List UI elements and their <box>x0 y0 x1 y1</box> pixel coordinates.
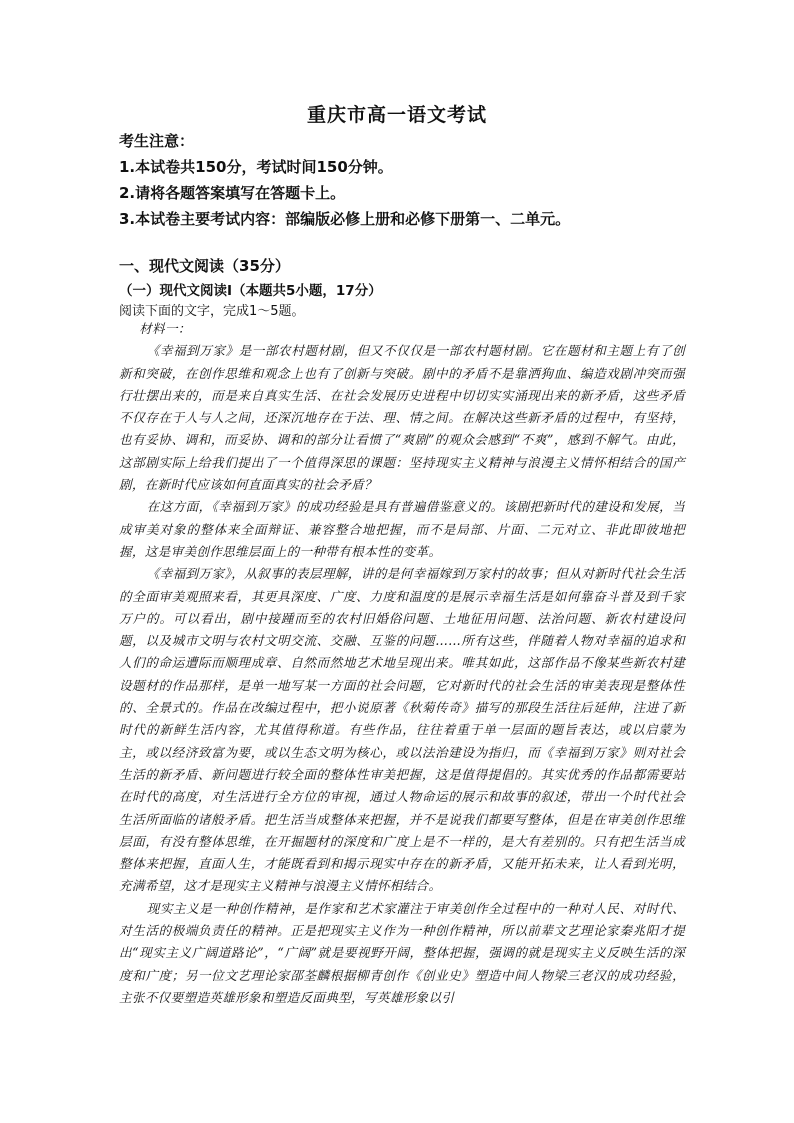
subsection-heading: （一）现代文阅读Ⅰ（本题共5小题，17分） <box>119 283 382 299</box>
reading-instruction: 阅读下面的文字，完成1～5题。 <box>119 304 305 319</box>
passage-paragraph: 《幸福到万家》是一部农村题材剧，但又不仅仅是一部农村题材剧。它在题材和主题上有了创新和突破，在创作思维和观念上也有了创新与突破。剧中的矛盾不是靠洒狗血、编造戏剧冲突而强行壮摆出来的，而是来自真实生活、在社会发展历史进程中切切实实涌现出来的新矛盾，这些矛盾不仅存在于人与人之间，还深沉地存在于法、理、情之间。在解决这些新矛盾的过程中，有坚持，也有妥协、调和，而妥协、调和的部分让看惯了“爽剧”的观众会感到“不爽”，感到不解气。由此，这部剧实际上给我们提出了一个值得深思的课题：坚持现实主义精神与浪漫主义情怀相结合的国产剧，在新时代应该如何直面真实的社会矛盾？ <box>119 343 685 493</box>
passage-paragraph: 《幸福到万家》，从叙事的表层理解，讲的是何幸福嫁到万家村的故事；但从对新时代社会生活的全面审美观照来看，其更具深度、广度、力度和温度的是展示幸福生活是如何靠奋斗普及到千家万户的。可以看出，剧中接踵而至的农村旧婚俗问题、土地征用问题、法治问题、新农村建设问题，以及城市文明与农村文明交流、交融、互鉴的问题……所有这些，伴随着人物对幸福的追求和人们的命运遭际而顺理成章、自然而然地艺术地呈现出来。唯其如此，这部作品不像某些新农村建设题材的作品那样，是单一地写某一方面的社会问题，它对新时代的社会生活的审美表现是整体性的、全景式的。作品在改编过程中，把小说原著《秋菊传奇》描写的那段生活往后延伸，注进了新时代的新鲜生活内容，尤其值得称道。有些作品，往往着重于单一层面的题旨表达，或以启蒙为主，或以经济致富为要，或以生态文明为核心，或以法治建设为指归，而《幸福到万家》则对社会生活的新矛盾、新问题进行较全面的整体性审美把握，这是值得提倡的。其实优秀的作品都需要站在时代的高度，对生活进行全方位的审视，通过人物命运的展示和故事的叙述，带出一个时代社会生活所面临的诸般矛盾。把生活当成整体来把握，并不是说我们都要写整体，但是在审美创作思维层面，有没有整体思维，在开掘题材的深度和广度上是不一样的，是大有差别的。只有把生活当成整体来把握，直面人生，才能既看到和揭示现实中存在的新矛盾，又能开拓未来，让人看到光明，充满希望，这才是现实主义精神与浪漫主义情怀相结合。 <box>119 566 685 894</box>
notice-item: 3.本试卷主要考试内容：部编版必修上册和必修下册第一、二单元。 <box>119 210 571 228</box>
material-label: 材料一： <box>139 321 191 336</box>
notice-heading: 考生注意： <box>119 132 195 150</box>
notice-item: 1.本试卷共150分，考试时间150分钟。 <box>119 158 393 176</box>
exam-title: 重庆市高一语文考试 <box>306 104 487 126</box>
section-heading: 一、现代文阅读（35分） <box>119 257 290 275</box>
notice-item: 2.请将各题答案填写在答题卡上。 <box>119 184 346 202</box>
notice-block <box>119 128 679 232</box>
passage-paragraph: 在这方面，《幸福到万家》的成功经验是具有普遍借鉴意义的。该剧把新时代的建设和发展，当成审美对象的整体来全面辩证、兼容整合地把握，而不是局部、片面、二元对立、非此即彼地把握，这是审美创作思维层面上的一种带有根本性的变革。 <box>119 499 685 559</box>
reading-passage <box>119 318 685 1009</box>
passage-paragraph: 现实主义是一种创作精神，是作家和艺术家灌注于审美创作全过程中的一种对人民、对时代、对生活的极端负责任的精神。正是把现实主义作为一种创作精神，所以前辈文艺理论家秦兆阳才提出“现实主义广阔道路论”，“广阔”就是要视野开阔，整体把握，强调的就是现实主义反映生活的深度和广度；另一位文艺理论家邵荃麟根据柳青创作《创业史》塑造中间人物梁三老汉的成功经验，主张不仅要塑造英雄形象和塑造反面典型，写英雄形象以引 <box>119 900 685 1005</box>
